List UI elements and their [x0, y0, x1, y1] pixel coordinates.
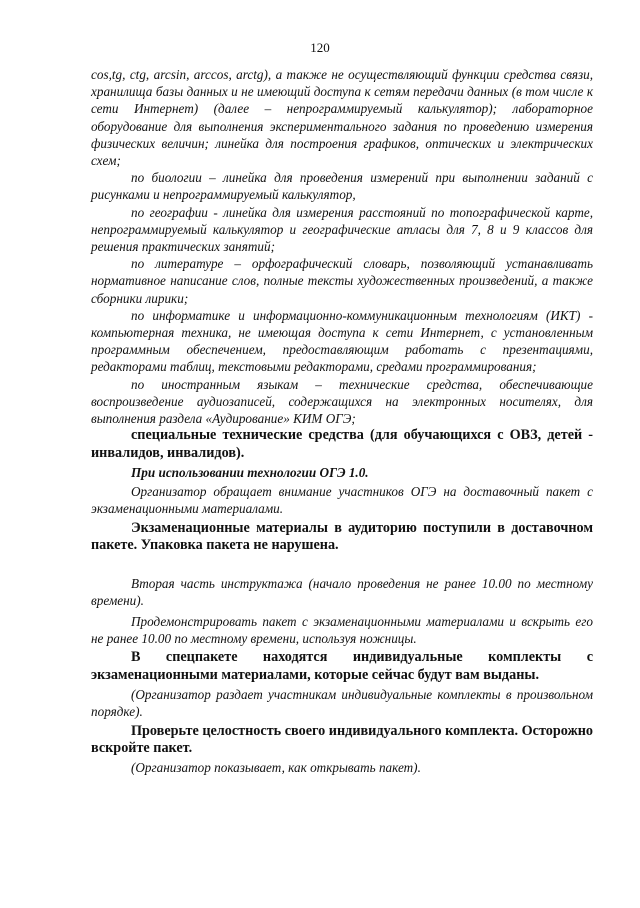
heading-oge-technology: При использовании технологии ОГЭ 1.0. — [131, 465, 369, 481]
paragraph-informatics: по информатике и информационно-коммуникационным технологиям (ИКТ) - компьютерная техника, не имеющая доступа к сети Интернет, с установленным программным обеспечением, предоставляющим работать с презентациями, редакторами таблиц, текстовыми редакторами, средами программирования; — [91, 307, 593, 375]
paragraph-materials-delivered: Экзаменационные материалы в аудиторию поступили в доставочном пакете. Упаковка пакета не нарушена. — [91, 519, 593, 554]
paragraph-second-part: Вторая часть инструктажа (начало проведения не ранее 10.00 по местному времени). — [91, 575, 593, 608]
page-number: 120 — [310, 40, 330, 55]
paragraph-literature: по литературе – орфографический словарь, позволяющий устанавливать нормативное написание слов, полные тексты художественных произведений, а также сборники лирики; — [91, 256, 593, 306]
paragraph-organizer-attention: Организатор обращает внимание участников ОГЭ на доставочный пакет с экзаменационными материалами. — [91, 484, 593, 517]
paragraph-biology: по биологии – линейка для проведения измерений при выполнении заданий с рисунками и непрограммируемый калькулятор, — [91, 170, 593, 203]
paragraph-calculator-continuation: cos,tg, ctg, arcsin, arccos, arctg), а также не осуществляющий функции средства связи, хранилища базы данных и не имеющий доступа к сетям передачи данных (в том числе к сети Интернет) (далее – непрограммируемый калькулятор); лабораторное оборудование для выполнения экспериментального задания по проведению измерения физических величин; линейка для построения графиков, оптических и электрических схем; — [91, 67, 593, 169]
paragraph-check-integrity: Проверьте целостность своего индивидуального комплекта. Осторожно вскройте пакет. — [91, 722, 593, 756]
paragraph-organizer-shows: (Организатор показывает, как открывать пакет). — [131, 760, 421, 776]
paragraph-organizer-distributes: (Организатор раздает участникам индивидуальные комплекты в произвольном порядке). — [91, 687, 593, 720]
paragraph-special-means: специальные технические средства (для обучающихся с ОВЗ, детей - инвалидов, инвалидов). — [91, 427, 593, 461]
document-body — [91, 66, 593, 777]
paragraph-foreign-languages: по иностранным языкам – технические средства, обеспечивающие воспроизведение аудиозаписей, содержащихся на электронных носителях, для выполнения раздела «Аудирование» КИМ ОГЭ; — [91, 376, 593, 427]
paragraph-geography: по географии - линейка для измерения расстояний по топографической карте, непрограммируемый калькулятор и географические атласы для 7, 8 и 9 классов для решения практических занятий; — [91, 204, 593, 255]
paragraph-special-package: В спецпакете находятся индивидуальные комплекты с экзаменационными материалами, которые сейчас будут вам выданы. — [91, 649, 593, 683]
paragraph-demonstrate-package: Продемонстрировать пакет с экзаменационными материалами и вскрыть его не ранее 10.00 по местному времени, используя ножницы. — [91, 613, 593, 647]
